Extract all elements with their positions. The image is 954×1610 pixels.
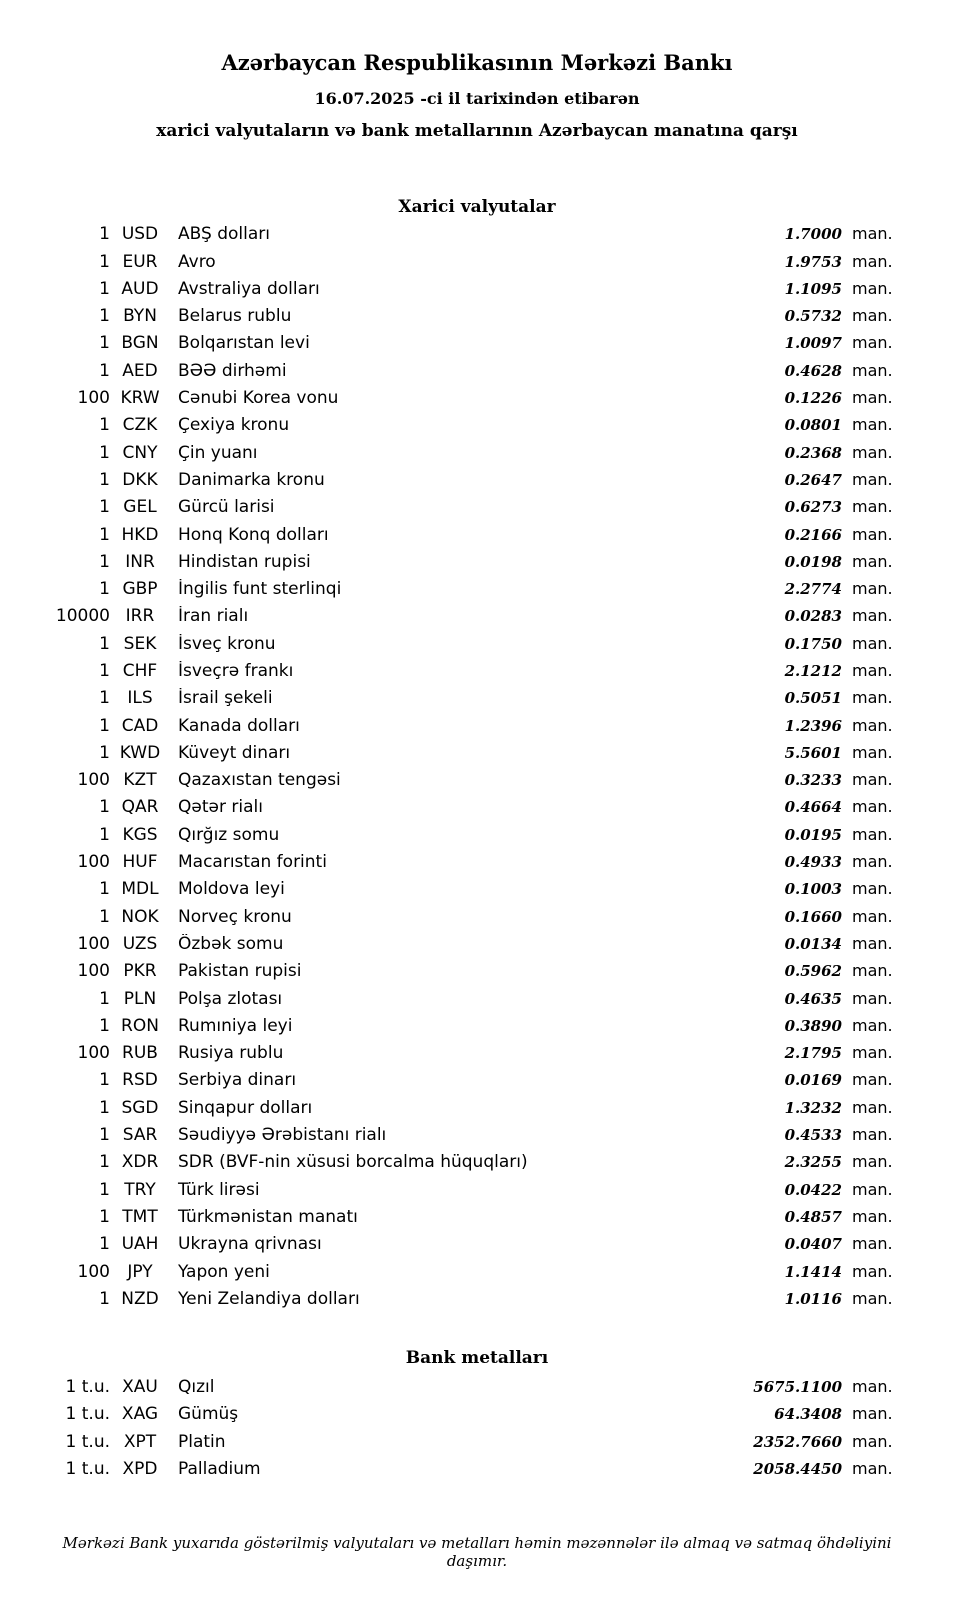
currency-code: AUD <box>121 278 159 299</box>
unit-label: man. <box>852 1152 893 1172</box>
rate-row <box>55 361 899 388</box>
quantity-cell: 1 <box>99 1152 110 1173</box>
quantity-cell: 100 <box>77 933 110 954</box>
quantity-cell: 1 <box>99 1234 110 1255</box>
quantity-cell: 100 <box>77 388 110 409</box>
unit-label: man. <box>852 306 893 326</box>
rate-row <box>55 1125 899 1152</box>
unit-label: man. <box>852 442 893 462</box>
quantity-cell: 100 <box>77 770 110 791</box>
currency-name: İngilis funt sterlinqi <box>178 579 342 600</box>
rate-row <box>55 661 899 688</box>
unit-label: man. <box>852 388 893 408</box>
rate-row <box>55 1207 899 1234</box>
quantity-cell: 1 <box>99 278 110 299</box>
currency-code: JPY <box>127 1261 153 1282</box>
quantity-cell: 1 t.u. <box>65 1377 110 1398</box>
quantity-cell: 1 <box>99 879 110 900</box>
currency-code: TRY <box>124 1179 156 1200</box>
rate-row <box>55 961 899 988</box>
currency-name: Gürcü larisi <box>178 497 275 518</box>
rate-row <box>55 907 899 934</box>
rate-value: 0.4857 <box>784 1207 842 1226</box>
unit-label: man. <box>852 906 893 926</box>
currency-code: XPT <box>123 1431 157 1452</box>
rate-row <box>55 497 899 524</box>
quantity-cell: 1 <box>99 1125 110 1146</box>
currency-code: KZT <box>123 770 157 791</box>
rate-value: 2352.7660 <box>753 1432 842 1451</box>
quantity-cell: 1 <box>99 1097 110 1118</box>
rate-row <box>55 606 899 633</box>
unit-label: man. <box>852 497 893 517</box>
quantity-cell: 1 <box>99 988 110 1009</box>
quantity-cell: 1 t.u. <box>65 1431 110 1452</box>
quantity-cell: 1 <box>99 1179 110 1200</box>
currency-code: RON <box>121 1015 159 1036</box>
rate-value: 5675.1100 <box>753 1378 842 1397</box>
rate-row <box>55 279 899 306</box>
rate-value: 0.0195 <box>784 825 842 844</box>
unit-label: man. <box>852 1097 893 1117</box>
rate-row <box>55 1070 899 1097</box>
rate-value: 1.2396 <box>784 716 842 735</box>
unit-label: man. <box>852 469 893 489</box>
unit-label: man. <box>852 1043 893 1063</box>
currency-name: Honq Konq dolları <box>178 524 329 545</box>
currency-name: Ukrayna qrivnası <box>178 1234 322 1255</box>
quantity-cell: 1 t.u. <box>65 1459 110 1480</box>
rate-value: 0.3890 <box>784 1016 842 1035</box>
quantity-cell: 1 <box>99 742 110 763</box>
unit-label: man. <box>852 1125 893 1145</box>
rate-value: 0.0198 <box>784 552 842 571</box>
unit-label: man. <box>852 551 893 571</box>
currency-code: SAR <box>122 1125 158 1146</box>
rate-row <box>55 1152 899 1179</box>
unit-label: man. <box>852 278 893 298</box>
rate-row <box>55 1459 899 1486</box>
metal-rates-table <box>55 1377 899 1486</box>
quantity-cell: 100 <box>77 1261 110 1282</box>
rate-row <box>55 743 899 770</box>
currency-name: Cənubi Korea vonu <box>178 388 339 409</box>
rate-value: 0.5051 <box>784 689 842 708</box>
currency-code: RUB <box>122 1043 158 1064</box>
rate-row <box>55 797 899 824</box>
currency-name: ABŞ dolları <box>178 224 270 245</box>
quantity-cell: 1 <box>99 306 110 327</box>
currency-rates-table <box>55 224 899 1316</box>
rate-value: 0.4933 <box>784 853 842 872</box>
quantity-cell: 1 t.u. <box>65 1404 110 1425</box>
unit-label: man. <box>852 251 893 271</box>
unit-label: man. <box>852 824 893 844</box>
rate-row <box>55 1043 899 1070</box>
rate-row <box>55 770 899 797</box>
currency-name: Avro <box>178 251 216 272</box>
rate-value: 0.1226 <box>784 389 842 408</box>
unit-label: man. <box>852 988 893 1008</box>
currency-code: XDR <box>121 1152 159 1173</box>
rate-row <box>55 415 899 442</box>
rate-row <box>55 1404 899 1431</box>
rate-value: 2058.4450 <box>753 1460 842 1479</box>
unit-label: man. <box>852 770 893 790</box>
rate-row <box>55 252 899 279</box>
rate-value: 0.2647 <box>784 470 842 489</box>
rate-value: 0.5732 <box>784 307 842 326</box>
currency-code: PLN <box>123 988 157 1009</box>
quantity-cell: 100 <box>77 961 110 982</box>
quantity-cell: 1 <box>99 715 110 736</box>
unit-label: man. <box>852 797 893 817</box>
currency-code: RSD <box>122 1070 158 1091</box>
quantity-cell: 1 <box>99 1070 110 1091</box>
rate-value: 1.0116 <box>784 1289 842 1308</box>
currency-name: Qətər rialı <box>178 797 263 818</box>
quantity-cell: 1 <box>99 333 110 354</box>
currency-code: XAU <box>122 1377 158 1398</box>
rate-value: 2.1212 <box>784 662 842 680</box>
quantity-cell: 1 <box>99 415 110 436</box>
rate-value: 0.1003 <box>784 880 842 899</box>
rate-value: 0.0407 <box>784 1235 842 1254</box>
currency-code: NOK <box>121 906 159 927</box>
unit-label: man. <box>852 1288 893 1308</box>
currency-code: UAH <box>121 1234 159 1255</box>
rate-row <box>55 879 899 906</box>
rate-row <box>55 1432 899 1459</box>
section-title-currencies: Xarici valyutalar <box>398 197 556 218</box>
quantity-cell: 1 <box>99 633 110 654</box>
rate-value: 1.3232 <box>784 1098 842 1117</box>
quantity-cell: 1 <box>99 1015 110 1036</box>
currency-name: SDR (BVF-nin xüsusi borcalma hüquqları) <box>178 1152 528 1173</box>
unit-label: man. <box>852 852 893 872</box>
currency-name: Serbiya dinarı <box>178 1070 297 1091</box>
rate-row <box>55 525 899 552</box>
rate-value: 1.9753 <box>784 252 842 271</box>
rate-value: 1.1414 <box>784 1262 842 1281</box>
currency-code: XAG <box>121 1404 159 1425</box>
rate-row <box>55 825 899 852</box>
rate-value: 0.0283 <box>784 607 842 626</box>
quantity-cell: 100 <box>77 852 110 873</box>
quantity-cell: 1 <box>99 251 110 272</box>
currency-code: EUR <box>122 251 158 272</box>
currency-code: CAD <box>121 715 159 736</box>
currency-name: Sinqapur dolları <box>178 1097 313 1118</box>
unit-label: man. <box>852 224 893 244</box>
currency-code: IRR <box>125 606 155 627</box>
currency-code: USD <box>121 224 159 245</box>
rate-value: 1.0097 <box>784 334 842 353</box>
rate-value: 0.2368 <box>784 443 842 462</box>
currency-name: Özbək somu <box>178 933 284 954</box>
currency-code: SGD <box>121 1097 159 1118</box>
quantity-cell: 100 <box>77 1043 110 1064</box>
currency-name: Yeni Zelandiya dolları <box>178 1288 360 1309</box>
quantity-cell: 10000 <box>55 606 110 627</box>
quantity-cell: 1 <box>99 1206 110 1227</box>
rate-value: 0.1660 <box>784 907 842 926</box>
currency-code: CHF <box>122 661 158 681</box>
currency-name: Bolqarıstan levi <box>178 333 310 354</box>
currency-name: Qazaxıstan tengəsi <box>178 770 341 791</box>
unit-label: man. <box>852 661 893 680</box>
rate-row <box>55 1234 899 1261</box>
quantity-cell: 1 <box>99 579 110 600</box>
rate-row <box>55 470 899 497</box>
currency-name: Yapon yeni <box>178 1261 270 1282</box>
currency-name: Danimarka kronu <box>178 469 325 490</box>
effective-date-line: 16.07.2025 -ci il tarixindən etibarən <box>314 89 640 109</box>
currency-name: Macarıstan forinti <box>178 852 327 873</box>
unit-label: man. <box>852 1431 893 1451</box>
rate-value: 0.4635 <box>784 989 842 1008</box>
unit-label: man. <box>852 1377 893 1397</box>
currency-name: Türk lirəsi <box>178 1179 260 1200</box>
rate-row <box>55 934 899 961</box>
rate-row <box>55 716 899 743</box>
rate-value: 2.2774 <box>784 580 842 599</box>
currency-name: Pakistan rupisi <box>178 961 302 982</box>
unit-label: man. <box>852 1015 893 1035</box>
unit-label: man. <box>852 961 893 981</box>
currency-name: Küveyt dinarı <box>178 742 291 763</box>
unit-label: man. <box>852 1234 893 1254</box>
disclaimer-text: Mərkəzi Bank yuxarıda göstərilmiş valyutaları və metalları həmin məzənnələr ilə almaq və satmaq öhdəliyini daşımır. <box>62 1534 892 1571</box>
rate-row <box>55 333 899 360</box>
rate-value: 2.3255 <box>784 1153 842 1172</box>
unit-label: man. <box>852 1179 893 1199</box>
rate-value: 2.1795 <box>784 1044 842 1063</box>
unit-label: man. <box>852 715 893 735</box>
currency-name: Türkmənistan manatı <box>178 1206 358 1227</box>
rate-value: 0.3233 <box>784 771 842 790</box>
unit-label: man. <box>852 933 893 953</box>
currency-name: İran rialı <box>178 606 249 627</box>
currency-code: CNY <box>122 442 158 463</box>
quantity-cell: 1 <box>99 497 110 518</box>
currency-name: Norveç kronu <box>178 906 292 927</box>
rate-value: 0.0169 <box>784 1071 842 1090</box>
currency-code: HKD <box>121 524 159 545</box>
quantity-cell: 1 <box>99 906 110 927</box>
currency-code: XPD <box>122 1459 158 1480</box>
currency-code: BYN <box>123 306 157 327</box>
rate-row <box>55 224 899 251</box>
rate-row <box>55 634 899 661</box>
currency-name: Çin yuanı <box>178 442 258 463</box>
rate-value: 0.1750 <box>784 634 842 653</box>
rate-row <box>55 688 899 715</box>
quantity-cell: 1 <box>99 688 110 709</box>
rate-value: 0.5962 <box>784 962 842 981</box>
currency-name: Moldova leyi <box>178 879 285 900</box>
currency-code: GEL <box>123 497 157 518</box>
unit-label: man. <box>852 524 893 544</box>
currency-code: CZK <box>122 415 158 436</box>
currency-code: MDL <box>121 879 159 900</box>
rate-row <box>55 552 899 579</box>
currency-code: TMT <box>122 1206 158 1227</box>
rate-value: 0.0134 <box>784 934 842 953</box>
rate-value: 5.5601 <box>784 743 842 762</box>
rate-row <box>55 443 899 470</box>
currency-name: Polşa zlotası <box>178 988 283 1009</box>
currency-code: NZD <box>121 1288 159 1309</box>
currency-name: İsveçrə frankı <box>178 661 294 681</box>
quantity-cell: 1 <box>99 224 110 245</box>
quantity-cell: 1 <box>99 524 110 545</box>
rate-value: 64.3408 <box>774 1405 842 1424</box>
unit-label: man. <box>852 415 893 435</box>
currency-name: Platin <box>178 1431 226 1452</box>
rate-row <box>55 989 899 1016</box>
rate-value: 1.7000 <box>784 225 842 244</box>
rate-value: 0.4628 <box>784 361 842 380</box>
currency-name: Hindistan rupisi <box>178 551 311 572</box>
unit-label: man. <box>852 1261 893 1281</box>
currency-name: Belarus rublu <box>178 306 292 327</box>
currency-name: Kanada dolları <box>178 715 300 736</box>
quantity-cell: 1 <box>99 797 110 818</box>
rate-value: 1.1095 <box>784 279 842 298</box>
rate-value: 0.4533 <box>784 1126 842 1145</box>
currency-code: BGN <box>121 333 159 354</box>
unit-label: man. <box>852 742 893 762</box>
currency-code: QAR <box>121 797 159 818</box>
currency-code: KWD <box>119 742 161 763</box>
section-title-metals: Bank metalları <box>405 1348 549 1369</box>
rate-row <box>55 1262 899 1289</box>
quantity-cell: 1 <box>99 551 110 572</box>
quantity-cell: 1 <box>99 1288 110 1309</box>
rate-row <box>55 1180 899 1207</box>
unit-label: man. <box>852 1459 893 1479</box>
currency-code: UZS <box>122 933 158 954</box>
rate-value: 0.4664 <box>784 798 842 817</box>
currency-code: INR <box>125 551 155 572</box>
rate-value: 0.0422 <box>784 1180 842 1199</box>
unit-label: man. <box>852 333 893 353</box>
currency-name: Rusiya rublu <box>178 1043 284 1064</box>
quantity-cell: 1 <box>99 469 110 490</box>
currency-name: İsveç kronu <box>178 633 276 654</box>
unit-label: man. <box>852 879 893 899</box>
rate-row <box>55 852 899 879</box>
currency-name: Qızıl <box>178 1377 215 1398</box>
currency-name: Çexiya kronu <box>178 415 290 436</box>
rate-row <box>55 388 899 415</box>
quantity-cell: 1 <box>99 824 110 845</box>
page-title: Azərbaycan Respublikasının Mərkəzi Bankı <box>221 50 733 75</box>
rate-row <box>55 1016 899 1043</box>
page-subtitle: xarici valyutaların və bank metallarının Azərbaycan manatına qarşı <box>156 121 798 142</box>
currency-name: Səudiyyə Ərəbistanı rialı <box>178 1125 387 1146</box>
currency-code: SEK <box>123 633 157 654</box>
currency-code: ILS <box>127 688 153 709</box>
unit-label: man. <box>852 1206 893 1226</box>
rate-value: 0.6273 <box>784 498 842 517</box>
currency-code: DKK <box>122 469 158 490</box>
currency-name: Gümüş <box>178 1404 239 1425</box>
rate-row <box>55 1377 899 1404</box>
quantity-cell: 1 <box>99 661 110 681</box>
rate-row <box>55 306 899 333</box>
currency-name: Rumıniya leyi <box>178 1015 293 1036</box>
currency-name: BƏƏ dirhəmi <box>178 360 287 381</box>
currency-code: AED <box>122 360 158 381</box>
rate-row <box>55 579 899 606</box>
currency-name: Qırğız somu <box>178 824 280 845</box>
rate-row <box>55 1289 899 1316</box>
unit-label: man. <box>852 1404 893 1424</box>
unit-label: man. <box>852 633 893 653</box>
currency-code: KGS <box>122 824 158 845</box>
quantity-cell: 1 <box>99 442 110 463</box>
currency-code: GBP <box>122 579 158 600</box>
unit-label: man. <box>852 360 893 380</box>
currency-code: PKR <box>123 961 157 982</box>
currency-code: KRW <box>120 388 160 409</box>
rate-row <box>55 1098 899 1125</box>
currency-name: Avstraliya dolları <box>178 278 320 299</box>
currency-name: İsrail şekeli <box>178 688 273 709</box>
currency-code: HUF <box>122 852 158 873</box>
unit-label: man. <box>852 1070 893 1090</box>
unit-label: man. <box>852 579 893 599</box>
currency-name: Palladium <box>178 1459 261 1480</box>
quantity-cell: 1 <box>99 360 110 381</box>
rate-value: 0.0801 <box>784 416 842 435</box>
unit-label: man. <box>852 606 893 626</box>
rate-value: 0.2166 <box>784 525 842 544</box>
unit-label: man. <box>852 688 893 708</box>
